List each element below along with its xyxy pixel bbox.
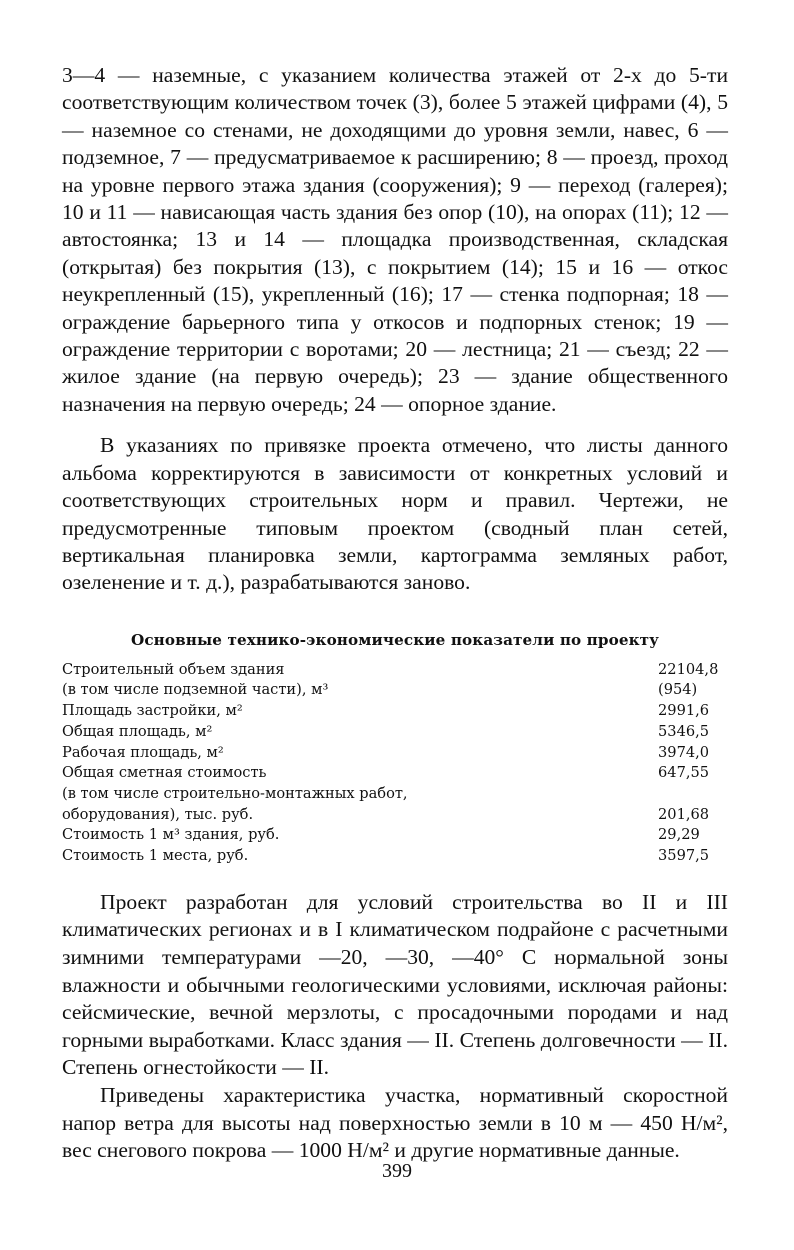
table-row: [62, 825, 728, 846]
row-label: Стоимость 1 м³ здания, руб.: [62, 826, 280, 844]
row-value: 201,68: [658, 805, 710, 823]
row-value: 22104,8: [658, 660, 719, 678]
row-label: Строительный объем здания: [62, 660, 285, 678]
table-row: [62, 784, 728, 805]
table-row: [62, 846, 728, 867]
table-row: [62, 743, 728, 764]
page-number: 399: [382, 1160, 412, 1182]
row-label: (в том числе строительно-монтажных работ,: [62, 784, 408, 802]
intro-paragraph: 3—4 — наземные, с указанием количества этажей от 2-х до 5-ти соответствующим количеством точек (3), более 5 этажей цифрами (4), 5 — наземное со стенами, не доходящими до уровня земли, навес, 6 — подземное, 7 — предусматриваемое к расширению; 8 — проезд, проход на уровне первого этажа здания (сооружения); 9 — переход (галерея); 10 и 11 — нависающая часть здания без опор (10), на опорах (11); 12 — автостоянка; 13 и 14 — площадка производственная, складская (открытая) без покрытия (13), с покрытием (14); 15 и 16 — откос неукрепленный (15), укрепленный (16); 17 — стенка подпорная; 18 — ограждение барьерного типа у откосов и подпорных стенок; 19 — ограждение территории с воротами; 20 — лестница; 21 — съезд; 22 — жилое здание (на первую очередь); 23 — здание общественного назначения на первую очередь; 24 — опорное здание.: [62, 63, 728, 416]
row-label: Общая площадь, м²: [62, 722, 213, 740]
table-row: [62, 805, 728, 826]
row-value: 3597,5: [658, 847, 710, 865]
row-label: Стоимость 1 места, руб.: [62, 847, 249, 865]
row-value: 3974,0: [658, 743, 710, 761]
row-label: оборудования), тыс. руб.: [62, 805, 254, 823]
row-label: (в том числе подземной части), м³: [62, 681, 329, 699]
table-row: [62, 680, 728, 701]
row-label: Площадь застройки, м²: [62, 702, 243, 720]
paragraph-binding-instructions: В указаниях по привязке проекта отмечено, что листы данного альбома корректируются в зависимости от конкретных условий и соответствующих строительных норм и правил. Чертежи, не предусмотренные типовым проектом (сводный план сетей, вертикальная планировка земли, картограмма земляных работ, озеленение и т. д.), разрабатываются заново.: [62, 433, 728, 595]
row-value: 647,55: [658, 764, 710, 782]
row-value: 5346,5: [658, 722, 710, 740]
paragraph-climate-conditions: Проект разработан для условий строительства во II и III климатических регионах и в I климатическом подрайоне с расчетными зимними температурами —20, —30, —40° С нормальной зоны влажности и обычными геологическими условиями, исключая районы: сейсмические, вечной мерзлоты, с просадочными породами и над горными выработками. Класс здания — II. Степень долговечности — II. Степень огнестойкости — II.: [62, 889, 728, 1080]
row-value: 2991,6: [658, 702, 710, 720]
row-value: [652, 784, 728, 805]
indicators-table: [62, 660, 728, 867]
row-label: Общая сметная стоимость: [62, 764, 267, 782]
row-value: 29,29: [658, 826, 700, 844]
paragraph-site-data: Приведены характеристика участка, нормативный скоростной напор ветра для высоты над поверхностью земли в 10 м — 450 Н/м², вес снегового покрова — 1000 Н/м² и другие нормативные данные.: [62, 1082, 728, 1163]
table-row: [62, 763, 728, 784]
table-row: [62, 701, 728, 722]
table-title: Основные технико-экономические показатели по проекту: [130, 630, 660, 649]
row-label: Рабочая площадь, м²: [62, 743, 224, 761]
row-value: (954): [658, 681, 698, 699]
table-row: [62, 722, 728, 743]
table-row: [62, 660, 728, 681]
page-content: [62, 62, 728, 1165]
